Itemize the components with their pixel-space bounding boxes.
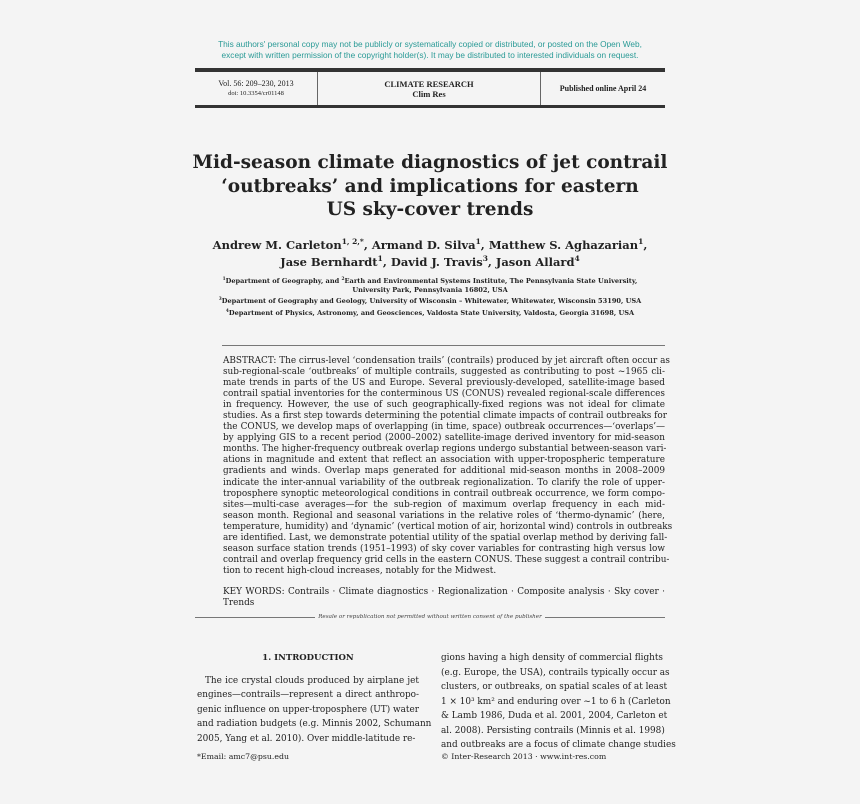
text-line: engines—contrails—represent a direct anthropo- — [197, 690, 419, 700]
text-line: indicate the inter-annual variability of the outbreak regionalization. To clarify the role of upper- — [223, 477, 665, 488]
text-line: sub-regional-scale ‘outbreaks’ of multiple contrails, suggested as contributing to post ~1965 cli- — [223, 367, 665, 378]
author-name: Jason Allard — [495, 255, 575, 269]
section-heading: 1. INTRODUCTION — [262, 653, 354, 663]
text-line: ations in magnitude and extent that reflect an association with upper-tropospheric temperature — [223, 455, 665, 466]
text-line: the CONUS, we develop maps of overlapping (in time, space) outbreak occurrences—‘overlaps’— — [223, 422, 665, 433]
text-line: gions having a high density of commercial flights — [441, 653, 663, 663]
author-list — [200, 237, 660, 271]
text-line: & Lamb 1986, Duda et al. 2001, 2004, Carleton et — [441, 711, 668, 721]
aff-sup: 1 — [222, 276, 226, 282]
separator: , — [643, 238, 648, 252]
journal-name: CLIMATE RESEARCH — [384, 78, 474, 89]
volume: Vol. 56: 209–230, 2013 — [218, 79, 294, 88]
text-line: clusters, or outbreaks, on spatial scales of at least — [441, 682, 668, 692]
journal-cell — [318, 72, 541, 105]
author-sup: 4 — [574, 254, 580, 264]
author-name: Andrew M. Carleton — [212, 238, 342, 252]
author-sup: 1 — [377, 254, 383, 264]
author-name: Matthew S. Aghazarian — [488, 238, 639, 252]
affiliation: University Park, Pennsylvania 16802, USA — [352, 285, 508, 294]
text-line: tion to recent high-cloud increases, notably for the Midwest. — [223, 565, 497, 576]
abstract-top-rule — [222, 345, 665, 346]
aff-sup: 3 — [218, 297, 222, 302]
separator: , — [363, 238, 372, 252]
text-line: troposphere synoptic meteorological conditions in contrail outbreak occurrence, we form compo- — [223, 488, 665, 499]
text-line: contrail and overlap frequency grid cells in the eastern CONUS. These suggest a contrail contribu- — [223, 554, 670, 565]
notice-line: This authors' personal copy may not be publicly or systematically copied or distributed, or posted on the Open Web, — [218, 39, 642, 49]
intro-right-column — [441, 651, 676, 753]
text-line: gradients and winds. Overlap maps generated for additional mid-season months in 2008–2009 — [223, 466, 665, 477]
affiliation: Department of Geography, and — [225, 277, 342, 285]
text-line: KEY WORDS: Contrails · Climate diagnostics · Regionalization · Composite analysis · Sky cover · — [223, 586, 665, 597]
paper-title — [180, 151, 680, 222]
copyright-notice — [195, 39, 665, 61]
published-cell — [541, 72, 665, 105]
doi: doi: 10.3354/cr01148 — [228, 89, 284, 97]
text-line: genic influence on upper-troposphere (UT) water — [197, 704, 419, 715]
text-line: and outbreaks are a focus of climate change studies — [441, 740, 676, 750]
affiliations — [195, 277, 665, 317]
author-sup: 1 — [638, 237, 644, 247]
affiliation: Department of Geography and Geology, University of Wisconsin – Whitewater, Whitewater, Wisconsin 53190, USA — [221, 297, 642, 306]
separator: , — [487, 255, 496, 269]
journal-abbr: Clim Res — [412, 88, 446, 99]
title-line: Mid-season climate diagnostics of jet contrail — [192, 152, 668, 173]
text-line: mate trends in parts of the US and Europe. Several previously-developed, satellite-image based — [223, 378, 665, 389]
text-line: 1 × 10³ km² and enduring over ~1 to 6 h (Carleton — [441, 696, 671, 707]
published-date: Published online April 24 — [559, 84, 647, 93]
text-line: and radiation budgets (e.g. Minnis 2002, Schumann — [197, 719, 432, 729]
divider — [545, 617, 665, 618]
journal-header — [195, 68, 665, 108]
separator: , — [382, 255, 391, 269]
abstract — [223, 356, 673, 609]
intro-left-column — [197, 651, 432, 746]
aff-sup: 4 — [225, 308, 229, 314]
author-name: Armand D. Silva — [371, 238, 476, 252]
aff-sup: 2 — [341, 276, 345, 282]
text-line: al. 2008). Persisting contrails (Minnis et al. 1998) — [441, 725, 665, 736]
notice-line: except with written permission of the copyright holder(s). It may be distributed to interested individuals on request. — [221, 50, 639, 60]
text-line: are identified. Last, we demonstrate potential utility of the spatial overlap method by deriving fall- — [223, 532, 668, 543]
affiliation: Department of Physics, Astronomy, and Geosciences, Valdosta State University, Valdosta, Georgia 31698, USA — [228, 308, 635, 317]
text-line: season month. Regional and seasonal variations in the relative roles of ‘thermo-dynamic’ (here, — [223, 510, 665, 521]
title-line: US sky-cover trends — [326, 199, 534, 220]
volume-cell — [195, 72, 318, 105]
text-line: studies. As a first step towards determining the potential climate impacts of contrail outbreaks for — [223, 411, 667, 422]
text-line: sites—multi-case averages—for the sub-region of maximum overlap frequency in each mid- — [223, 499, 665, 510]
text-line: temperature, humidity) and ‘dynamic’ (vertical motion of air, horizontal wind) controls in outbreaks — [223, 521, 673, 532]
copyright-footer: © Inter-Research 2013 · www.int-res.com — [441, 752, 607, 761]
author-name: David J. Travis — [390, 255, 483, 269]
separator: , — [480, 238, 489, 252]
author-name: Jase Bernhardt — [280, 255, 378, 269]
author-sup: 3 — [482, 254, 488, 264]
corresponding-email: *Email: amc7@psu.edu — [197, 752, 290, 761]
text-line: 2005, Yang et al. 2010). Over middle-latitude re- — [197, 733, 416, 744]
text-line: ABSTRACT: The cirrus-level ‘condensation trails’ (contrails) produced by jet aircraft often occur as — [223, 356, 670, 366]
author-sup: 1 — [475, 237, 481, 247]
text-line: contrail spatial inventories for the conterminous US (CONUS) revealed regional-scale differences — [223, 389, 665, 400]
affiliation: Earth and Environmental Systems Institute, The Pennsylvania State University, — [344, 277, 638, 285]
text-line: Trends — [223, 597, 255, 608]
resale-notice — [195, 614, 665, 620]
author-sup: 1, 2,* — [341, 237, 364, 247]
title-line: ‘outbreaks’ and implications for eastern — [221, 175, 639, 197]
text-line: (e.g. Europe, the USA), contrails typically occur as — [441, 667, 670, 678]
text-line: in frequency. However, the use of such geographically-fixed regions was not ideal for climate — [223, 400, 665, 411]
divider — [195, 617, 315, 618]
text-line: The ice crystal clouds produced by airplane jet — [205, 675, 419, 686]
text-line: months. The higher-frequency outbreak overlap regions undergo substantial between-season vari- — [223, 444, 667, 455]
text-line: season surface station trends (1951–1993) of sky cover variables for contrasting high versus low — [223, 543, 665, 554]
text-line: by applying GIS to a recent period (2000–2002) satellite-image derived inventory for mid-season — [223, 433, 665, 444]
resale-text: Resale or republication not permitted without written consent of the publisher — [318, 614, 542, 620]
